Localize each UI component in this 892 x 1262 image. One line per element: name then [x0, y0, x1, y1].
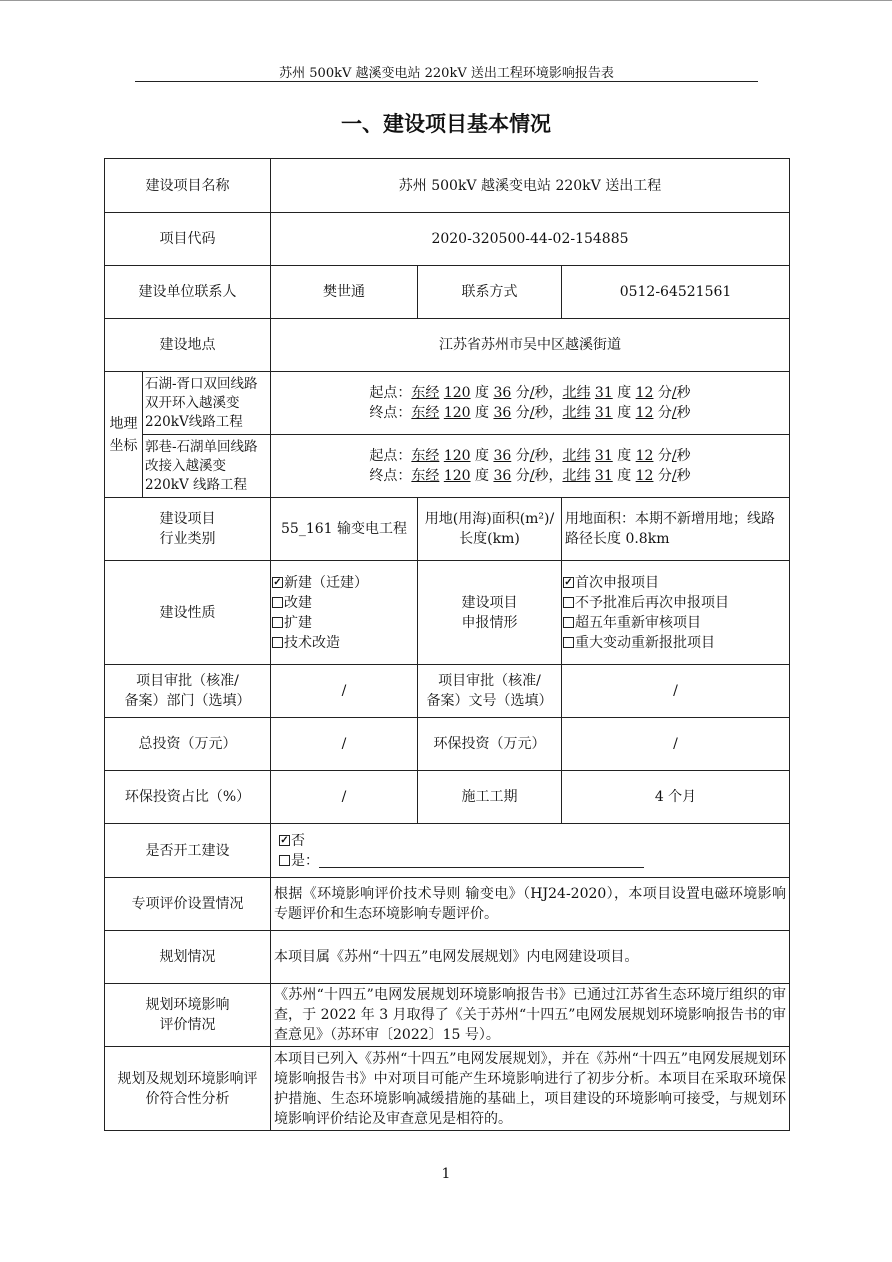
period-value: 4 个月: [562, 771, 790, 824]
row-location: [105, 319, 790, 372]
project-name-label: 建设项目名称: [105, 159, 271, 213]
phone-value: 0512-64521561: [562, 266, 790, 319]
project-name-value: 苏州 500kV 越溪变电站 220kV 送出工程: [271, 159, 790, 213]
special-value: 根据《环境影响评价技术导则 输变电》（HJ24-2020），本项目设置电磁环境影响专题评价和生态环境影响专题评价。: [271, 878, 790, 931]
contact-label: 建设单位联系人: [105, 266, 271, 319]
row-started: [105, 824, 790, 878]
approval-dept-label: 项目审批（核准/ 备案）部门（选填）: [105, 665, 271, 718]
location-label: 建设地点: [105, 319, 271, 372]
running-header: 苏州 500kV 越溪变电站 220kV 送出工程环境影响报告表: [279, 66, 614, 81]
geo-label-b: 坐标: [109, 437, 138, 454]
row-special: [105, 878, 790, 931]
project-code-label: 项目代码: [105, 213, 271, 266]
geo-line-2-coords: [271, 435, 790, 498]
declare-option[interactable]: 超五年重新审核项目: [563, 613, 788, 633]
row-project-name: [105, 159, 790, 213]
declare-option[interactable]: 不予批准后再次申报项目: [563, 593, 788, 613]
declare-options: [562, 561, 790, 665]
ratio-label: 环保投资占比（%）: [105, 771, 271, 824]
contact-value: 樊世通: [271, 266, 418, 319]
area-label: 用地(用海)面积(m²)/长度(km): [418, 498, 562, 561]
location-value: 江苏省苏州市吴中区越溪街道: [271, 319, 790, 372]
row-planning: [105, 931, 790, 984]
header-rule: [135, 81, 758, 82]
nature-option[interactable]: 技术改造: [272, 633, 416, 653]
declare-option[interactable]: 重大变动重新报批项目: [563, 633, 788, 653]
started-yes-option[interactable]: 是：: [279, 851, 786, 871]
checkbox-checked-icon: [272, 577, 283, 588]
checkbox-icon: [272, 597, 283, 608]
checkbox-icon: [563, 597, 574, 608]
row-nature: [105, 561, 790, 665]
env-investment-value: /: [562, 718, 790, 771]
phone-label: 联系方式: [418, 266, 562, 319]
investment-value: /: [271, 718, 418, 771]
approval-dept-value: /: [271, 665, 418, 718]
compliance-value: 本项目已列入《苏州“十四五”电网发展规划》，并在《苏州“十四五”电网发展规划环境影响报告书》中对项目可能产生环境影响进行了初步分析。本项目在采取环境保护措施、生态环境影响减缓措施的基础上，项目建设的环境影响可接受，与规划环境影响评价结论及审查意见是相符的。: [271, 1047, 790, 1131]
row-contact: [105, 266, 790, 319]
checkbox-icon: [563, 617, 574, 628]
row-approval: [105, 665, 790, 718]
planning-env-label: 规划环境影响 评价情况: [105, 984, 271, 1047]
approval-doc-label: 项目审批（核准/ 备案）文号（选填）: [418, 665, 562, 718]
geo-line-1-coords: [271, 372, 790, 435]
nature-label: 建设性质: [105, 561, 271, 665]
row-geo-line-1: [105, 372, 790, 435]
planning-env-value: 《苏州“十四五”电网发展规划环境影响报告书》已通过江苏省生态环境厅组织的审查，于 2022 年 3 月取得了《关于苏州“十四五”电网发展规划环境影响报告书的审查意见》（苏环审〔2022〕15 号）。: [271, 984, 790, 1047]
row-planning-env: [105, 984, 790, 1047]
checkbox-checked-icon: [279, 835, 290, 846]
geo-line-1-name: 石湖-胥口双回线路双开环入越溪变220kV线路工程: [143, 372, 271, 435]
project-code-value: 2020-320500-44-02-154885: [271, 213, 790, 266]
nature-option[interactable]: 扩建: [272, 613, 416, 633]
yes-fill-line[interactable]: [319, 853, 644, 868]
started-no-option[interactable]: ✓否: [279, 831, 786, 851]
page-number: 1: [441, 1166, 451, 1182]
declare-option[interactable]: ✓首次申报项目: [563, 573, 788, 593]
project-info-table: [104, 158, 790, 1131]
area-value: 用地面积：本期不新增用地；线路路径长度 0.8km: [562, 498, 790, 561]
ratio-value: /: [271, 771, 418, 824]
planning-label: 规划情况: [105, 931, 271, 984]
checkbox-icon: [279, 855, 290, 866]
compliance-label: 规划及规划环境影响评 价符合性分析: [105, 1047, 271, 1131]
industry-label: 建设项目 行业类别: [105, 498, 271, 561]
geo-label-a: 地理: [109, 415, 138, 432]
checkbox-checked-icon: [563, 577, 574, 588]
started-label: 是否开工建设: [105, 824, 271, 878]
special-label: 专项评价设置情况: [105, 878, 271, 931]
geo-line-2-name: 郭巷-石湖单回线路改接入越溪变220kV 线路工程: [143, 435, 271, 498]
row-compliance: [105, 1047, 790, 1131]
nature-option[interactable]: ✓新建（迁建）: [272, 573, 416, 593]
planning-value: 本项目属《苏州“十四五”电网发展规划》内电网建设项目。: [271, 931, 790, 984]
period-label: 施工工期: [418, 771, 562, 824]
investment-label: 总投资（万元）: [105, 718, 271, 771]
nature-options: [271, 561, 418, 665]
row-geo-line-2: [105, 435, 790, 498]
geo-label: [105, 372, 143, 498]
geo-line-2-end: 终点：东经 120 度 36 分/秒，北纬 31 度 12 分/秒: [369, 468, 691, 484]
checkbox-icon: [272, 637, 283, 648]
checkbox-icon: [272, 617, 283, 628]
row-industry: [105, 498, 790, 561]
industry-value: 55_161 输变电工程: [271, 498, 418, 561]
started-options: [271, 824, 790, 878]
row-project-code: [105, 213, 790, 266]
row-ratio: [105, 771, 790, 824]
approval-doc-value: /: [562, 665, 790, 718]
nature-option[interactable]: 改建: [272, 593, 416, 613]
top-border: [0, 0, 892, 1]
checkbox-icon: [563, 637, 574, 648]
geo-line-1-end: 终点：东经 120 度 36 分/秒，北纬 31 度 12 分/秒: [369, 405, 691, 421]
geo-line-1-start: 起点：东经 120 度 36 分/秒，北纬 31 度 12 分/秒: [369, 385, 691, 401]
section-title: 一、建设项目基本情况: [341, 112, 551, 136]
env-investment-label: 环保投资（万元）: [418, 718, 562, 771]
declare-label: 建设项目 申报情形: [418, 561, 562, 665]
row-investment: [105, 718, 790, 771]
geo-line-2-start: 起点：东经 120 度 36 分/秒，北纬 31 度 12 分/秒: [369, 448, 691, 464]
